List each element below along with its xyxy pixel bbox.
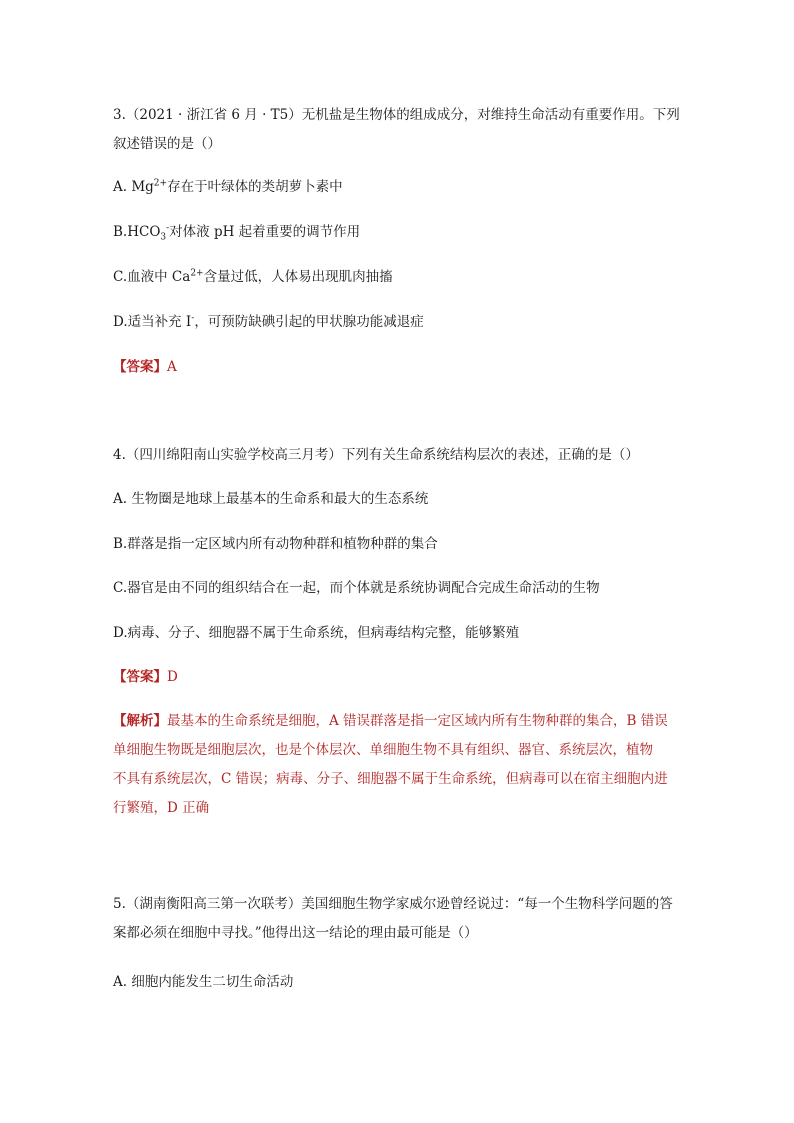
question-3-answer xyxy=(113,357,177,377)
answer-value: D xyxy=(167,669,178,685)
answer-label: 【答案】 xyxy=(113,669,167,685)
question-4-explanation xyxy=(113,707,693,823)
question-3-stem xyxy=(113,101,683,159)
option-c-rest: 含量过低，人体易出现肌肉抽搐 xyxy=(203,269,393,285)
option-a-rest: 存在于叶绿体的类胡萝卜素中 xyxy=(167,179,343,195)
question-4-stem: 4.（四川绵阳南山实验学校高三月考）下列有关生命系统结构层次的表述，正确的是（） xyxy=(113,447,639,463)
explanation-label: 【解析】 xyxy=(113,713,167,729)
option-a-superscript: 2+ xyxy=(153,178,168,189)
option-c-superscript: 2+ xyxy=(190,268,204,279)
question-3-option-a xyxy=(113,177,683,197)
question-3-option-b xyxy=(113,222,683,242)
option-a-text: A. Mg xyxy=(113,179,154,195)
option-d-rest: ，可预防缺碘引起的甲状腺功能减退症 xyxy=(194,314,424,330)
question-3-option-d xyxy=(113,312,683,332)
explanation-line1: 最基本的生命系统是细胞，A 错误群落是指一定区域内所有生物种群的集合，B 错误 xyxy=(167,713,668,729)
question-4-option-b: B.群落是指一定区域内所有动物种群和植物种群的集合 xyxy=(113,536,438,552)
question-3-stem-line1: 3.（2021 · 浙江省 6 月 · T5）无机盐是生物体的组成成分，对维持生命活动有重要作用。下列 xyxy=(113,107,680,123)
option-b-rest: 对体液 pH 起着重要的调节作用 xyxy=(169,224,361,240)
option-b-text: B.HCO xyxy=(113,224,161,240)
answer-label: 【答案】 xyxy=(113,359,167,375)
explanation-line3: 不具有系统层次，C 错误；病毒、分子、细胞器不属于生命系统，但病毒可以在宿主细胞内进 xyxy=(113,771,668,787)
question-3-stem-line2: 叙述错误的是（） xyxy=(113,136,221,152)
question-4-option-a: A. 生物圈是地球上最基本的生命系和最大的生态系统 xyxy=(113,491,429,507)
question-3-option-c xyxy=(113,267,683,287)
question-5-stem xyxy=(113,890,683,948)
option-c-text: C.血液中 Ca xyxy=(113,269,191,285)
explanation-line2: 单细胞生物既是细胞层次，也是个体层次、单细胞生物不具有组织、器官、系统层次，植物 xyxy=(113,742,653,758)
question-5-stem-line1: 5.（湖南衡阳高三第一次联考）美国细胞生物学家威尔逊曾经说过：“每一个生物科学问题的答 xyxy=(113,896,673,912)
question-5-stem-line2: 案都必须在细胞中寻找。”他得出这一结论的理由最可能是（） xyxy=(113,925,478,941)
question-5-option-a: A. 细胞内能发生二切生命活动 xyxy=(113,974,294,990)
question-4-option-d: D.病毒、分子、细胞器不属于生命系统，但病毒结构完整，能够繁殖 xyxy=(113,625,520,641)
question-4-answer xyxy=(113,667,178,687)
answer-value: A xyxy=(167,359,177,375)
option-b-superscript: - xyxy=(166,223,170,234)
option-d-superscript: - xyxy=(191,313,195,324)
question-4-option-c: C.器官是由不同的组织结合在一起，而个体就是系统协调配合完成生命活动的生物 xyxy=(113,580,600,596)
explanation-line4: 行繁殖，D 正确 xyxy=(113,800,210,816)
option-b-subscript: 3 xyxy=(160,232,167,243)
option-d-text: D.适当补充 I xyxy=(113,314,192,330)
